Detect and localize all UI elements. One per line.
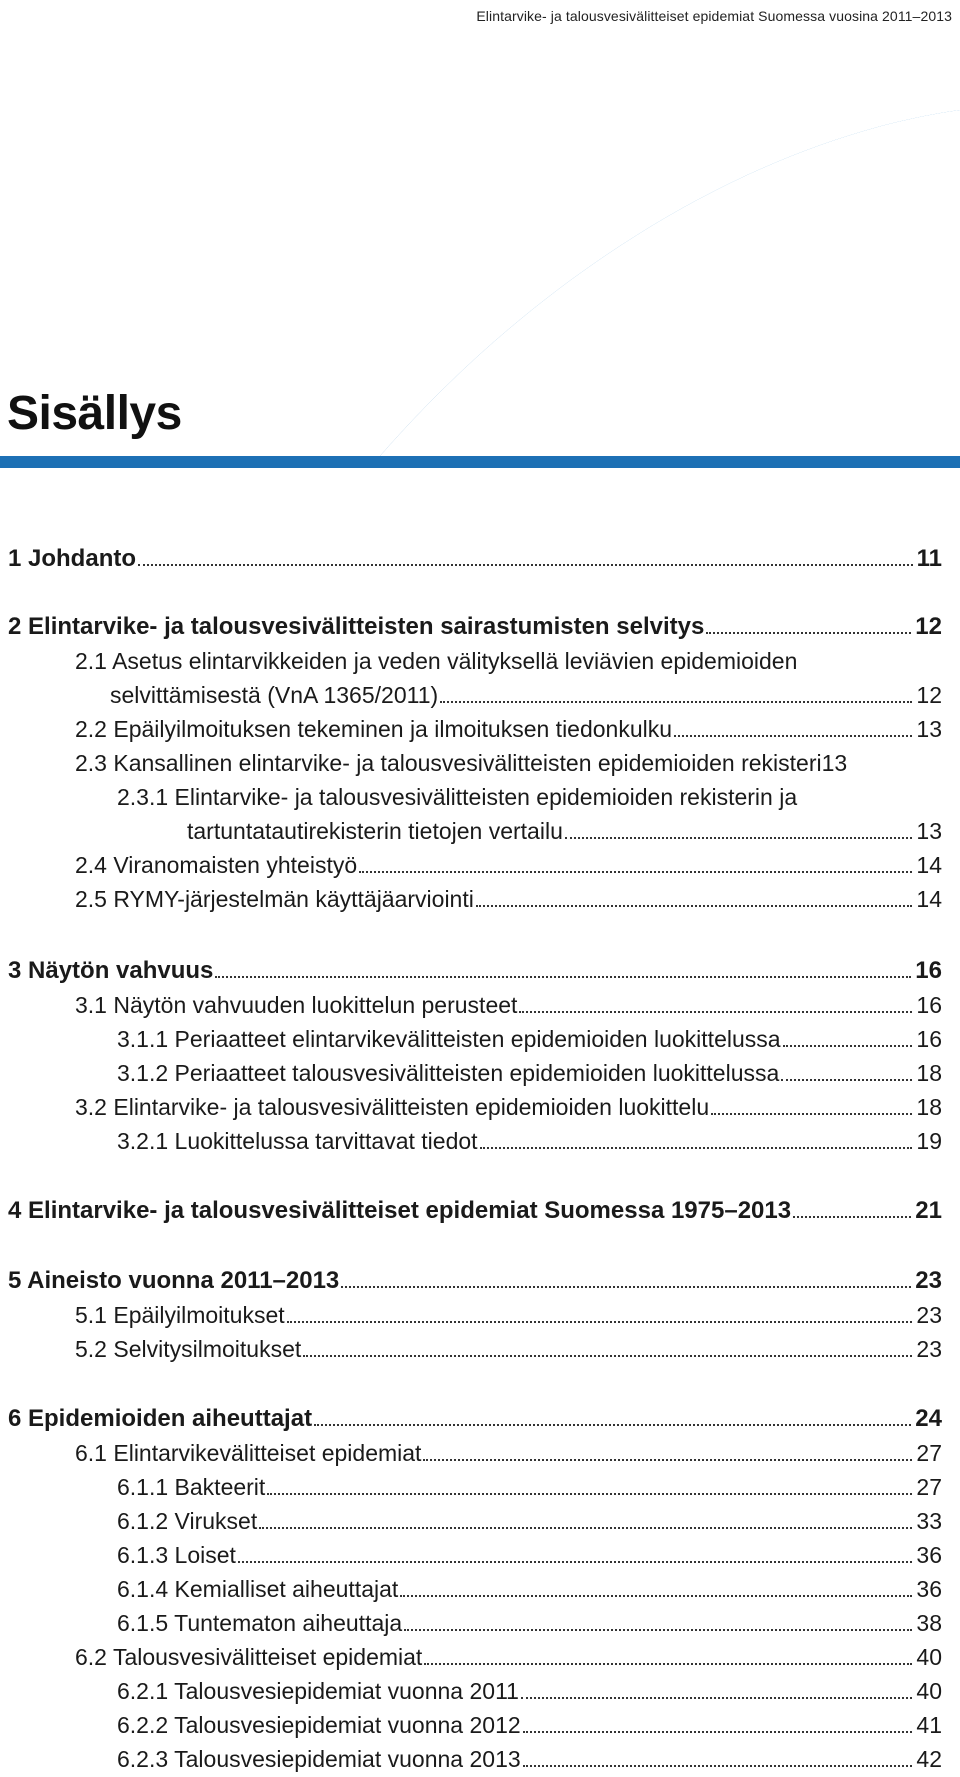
toc-entry-6[interactable]: 6 Epidemioiden aiheuttajat 24 bbox=[8, 1405, 942, 1432]
toc-entry-2-1-line1[interactable]: 2.1 Asetus elintarvikkeiden ja veden välityksellä leviävien epidemioiden bbox=[75, 648, 798, 674]
toc-entry-6-2-3[interactable]: 6.2.3 Talousvesiepidemiat vuonna 2013 42 bbox=[117, 1746, 942, 1772]
toc-entry-2-3[interactable]: 2.3 Kansallinen elintarvike- ja talousvesivälitteisten epidemioiden rekisteri 13 bbox=[75, 750, 848, 776]
toc-entry-6-2[interactable]: 6.2 Talousvesivälitteiset epidemiat 40 bbox=[75, 1644, 942, 1670]
toc-entry-3[interactable]: 3 Näytön vahvuus 16 bbox=[8, 957, 942, 984]
running-head: Elintarvike- ja talousvesivälitteiset epidemiat Suomessa vuosina 2011–2013 bbox=[476, 8, 952, 24]
page-title: Sisällys bbox=[7, 387, 182, 440]
toc-entry-1[interactable]: 1 Johdanto 11 bbox=[8, 545, 942, 572]
toc-entry-3-2[interactable]: 3.2 Elintarvike- ja talousvesivälitteisten epidemioiden luokittelu 18 bbox=[75, 1094, 942, 1120]
toc-entry-3-1-1[interactable]: 3.1.1 Periaatteet elintarvikevälitteisten epidemioiden luokittelussa 16 bbox=[117, 1026, 942, 1052]
toc-entry-5-2[interactable]: 5.2 Selvitysilmoitukset 23 bbox=[75, 1336, 942, 1362]
toc-entry-5-1[interactable]: 5.1 Epäilyilmoitukset 23 bbox=[75, 1302, 942, 1328]
toc-entry-5[interactable]: 5 Aineisto vuonna 2011–2013 23 bbox=[8, 1267, 942, 1294]
toc-entry-2-5[interactable]: 2.5 RYMY-järjestelmän käyttäjäarviointi 14 bbox=[75, 886, 942, 912]
toc-entry-6-2-1[interactable]: 6.2.1 Talousvesiepidemiat vuonna 2011 40 bbox=[117, 1678, 942, 1704]
toc-entry-6-1-4[interactable]: 6.1.4 Kemialliset aiheuttajat 36 bbox=[117, 1576, 942, 1602]
toc-entry-6-1[interactable]: 6.1 Elintarvikevälitteiset epidemiat 27 bbox=[75, 1440, 942, 1466]
toc-entry-6-1-3[interactable]: 6.1.3 Loiset 36 bbox=[117, 1542, 942, 1568]
toc-entry-6-1-5[interactable]: 6.1.5 Tuntematon aiheuttaja 38 bbox=[117, 1610, 942, 1636]
toc-entry-6-1-2[interactable]: 6.1.2 Virukset 33 bbox=[117, 1508, 942, 1534]
toc-entry-2-2[interactable]: 2.2 Epäilyilmoituksen tekeminen ja ilmoituksen tiedonkulku 13 bbox=[75, 716, 942, 742]
toc-entry-2-1[interactable]: selvittämisestä (VnA 1365/2011) 12 bbox=[110, 682, 942, 708]
toc-entry-3-1-2[interactable]: 3.1.2 Periaatteet talousvesivälitteisten epidemioiden luokittelussa 18 bbox=[117, 1060, 942, 1086]
toc-entry-2-3-1[interactable]: tartuntatautirekisterin tietojen vertailu 13 bbox=[187, 818, 942, 844]
toc-entry-6-1-1[interactable]: 6.1.1 Bakteerit 27 bbox=[117, 1474, 942, 1500]
toc-entry-3-2-1[interactable]: 3.2.1 Luokittelussa tarvittavat tiedot 19 bbox=[117, 1128, 942, 1154]
toc-entry-4[interactable]: 4 Elintarvike- ja talousvesivälitteiset epidemiat Suomessa 1975–2013 21 bbox=[8, 1197, 942, 1224]
toc-entry-2-3-1-line1[interactable]: 2.3.1 Elintarvike- ja talousvesivälitteisten epidemioiden rekisterin ja bbox=[117, 784, 798, 810]
toc-entry-3-1[interactable]: 3.1 Näytön vahvuuden luokittelun perusteet 16 bbox=[75, 992, 942, 1018]
toc-entry-2[interactable]: 2 Elintarvike- ja talousvesivälitteisten sairastumisten selvitys 12 bbox=[8, 613, 942, 640]
toc-entry-2-4[interactable]: 2.4 Viranomaisten yhteistyö 14 bbox=[75, 852, 942, 878]
toc-entry-6-2-2[interactable]: 6.2.2 Talousvesiepidemiat vuonna 2012 41 bbox=[117, 1712, 942, 1738]
